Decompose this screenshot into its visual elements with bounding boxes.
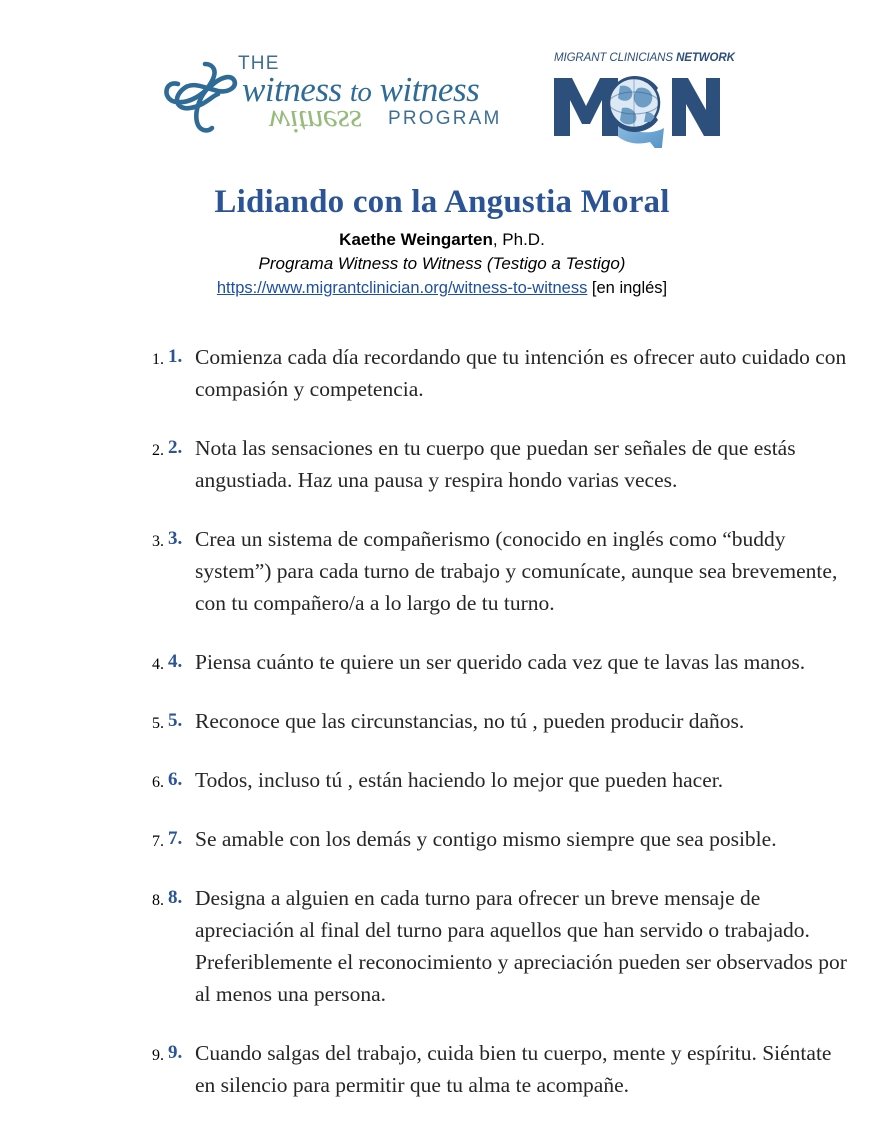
mcn-tagline-bold: NETWORK: [676, 52, 735, 64]
mcn-tagline-regular: MIGRANT CLINICIANS: [554, 52, 677, 64]
list-item-number: 1. 1.: [168, 346, 183, 367]
globe-icon: [609, 78, 659, 128]
witness-to-witness-link[interactable]: https://www.migrantclinician.org/witness-to-witness: [216, 279, 588, 297]
list-item-number: 6. 6.: [168, 769, 183, 790]
list-item: [168, 823, 848, 855]
recommendations-list: [128, 341, 848, 1128]
mcn-letter-n: [672, 78, 720, 136]
link-language-note: [en inglés]: [591, 279, 668, 297]
author-name: Kaethe Weingarten: [339, 230, 493, 249]
mcn-wordmark-art: [546, 66, 726, 148]
list-item-number: 7. 7.: [168, 828, 183, 849]
list-item-text: Crea un sistema de compañerismo (conocido en inglés como “buddy system”) para cada turno de trabajo y comunícate, aunque sea brevemente, con tu compañero/a a lo largo de tu turno.: [195, 527, 838, 615]
author-credentials: , Ph.D.: [492, 230, 545, 249]
list-item-number: 4. 4.: [168, 651, 183, 672]
author-line: [0, 228, 884, 252]
list-item: [168, 1037, 848, 1101]
w2w-the-text: THE: [238, 53, 280, 74]
list-item-number: 9. 9.: [168, 1042, 183, 1063]
w2w-word-witness-2: witness: [379, 70, 480, 109]
w2w-word-to: to: [349, 76, 372, 108]
list-item-text: Todos, incluso tú , están haciendo lo mejor que pueden hacer.: [195, 768, 724, 792]
witness-to-witness-logo: [160, 50, 520, 150]
w2w-program-text: PROGRAM: [388, 108, 502, 129]
list-item-number: 5. 5.: [168, 710, 183, 731]
list-item: [168, 882, 848, 1010]
migrant-clinicians-network-logo: [546, 52, 735, 148]
list-item-number: 8. 8.: [168, 887, 183, 908]
list-item: [168, 523, 848, 619]
list-item-text: Cuando salgas del trabajo, cuida bien tu cuerpo, mente y espíritu. Siéntate en silencio para permitir que tu alma te acompañe.: [195, 1041, 832, 1097]
list-item: [168, 764, 848, 796]
list-item-text: Nota las sensaciones en tu cuerpo que puedan ser señales de que estás angustiada. Haz una pausa y respira hondo varias veces.: [195, 436, 796, 492]
mcn-tagline: [554, 52, 735, 64]
list-item-text: Se amable con los demás y contigo mismo siempre que sea posible.: [195, 827, 777, 851]
list-item: [168, 341, 848, 405]
list-item-number: 3. 3.: [168, 528, 183, 549]
w2w-word-witness-1: witness: [242, 70, 342, 109]
list-item: [168, 646, 848, 678]
list-item-text: Piensa cuánto te quiere un ser querido cada vez que te lavas las manos.: [195, 650, 806, 674]
list-item-number: 2. 2.: [168, 437, 183, 458]
list-item: [168, 705, 848, 737]
link-line: [0, 276, 884, 300]
w2w-mirrored-witness: witness: [268, 103, 362, 139]
infinity-butterfly-icon: [160, 58, 246, 134]
list-item-text: Reconoce que las circunstancias, no tú , pueden producir daños.: [195, 709, 745, 733]
byline-block: [0, 228, 884, 300]
list-item: [168, 432, 848, 496]
program-line: Programa Witness to Witness (Testigo a Testigo): [258, 254, 626, 273]
list-item-text: Designa a alguien en cada turno para ofrecer un breve mensaje de apreciación al final del turno para aquellos que han servido o trabajado. Preferiblemente el reconocimiento y apreciación pueden ser observados por al menos una persona.: [195, 886, 847, 1006]
document-header: [0, 44, 884, 154]
page-title: Lidiando con la Angustia Moral: [214, 184, 670, 221]
list-item-text: Comienza cada día recordando que tu intención es ofrecer auto cuidado con compasión y competencia.: [195, 345, 847, 401]
